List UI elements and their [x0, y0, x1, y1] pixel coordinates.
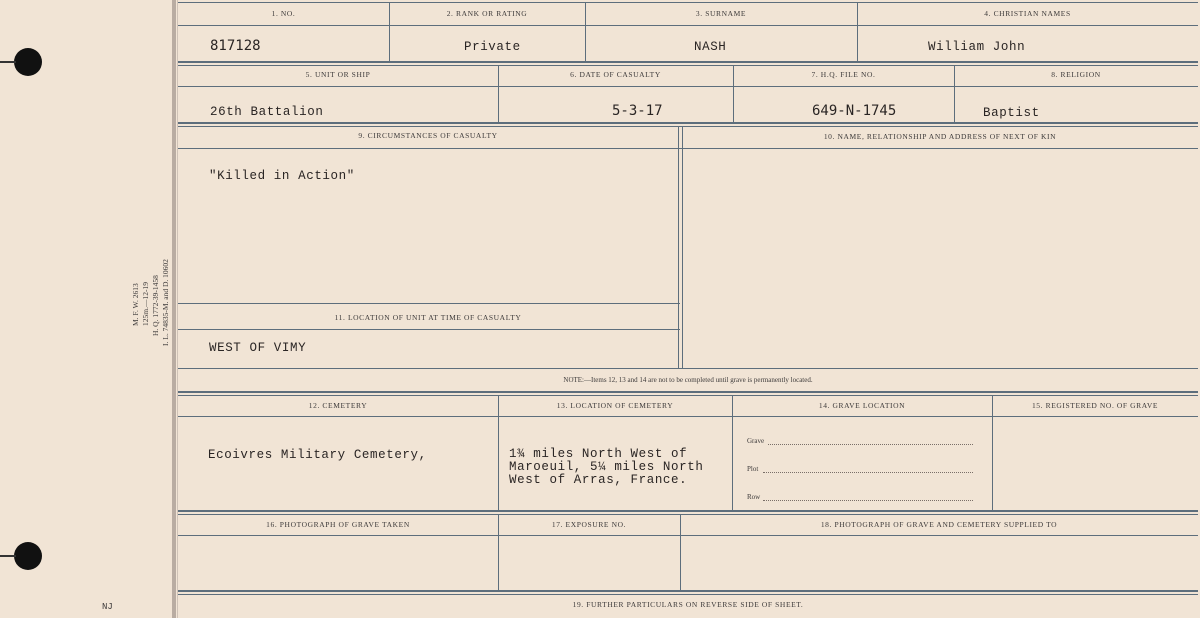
footer-further-particulars: 19. FURTHER PARTICULARS ON REVERSE SIDE OF SHEET. — [572, 600, 804, 609]
value-date: 5-3-17 — [612, 103, 663, 119]
rule — [178, 391, 1198, 393]
rule — [992, 395, 993, 510]
rule — [678, 126, 679, 368]
rule — [178, 514, 1198, 515]
punch-tick-top — [0, 61, 16, 63]
rule — [178, 368, 1198, 369]
rule — [178, 122, 1198, 124]
rule — [178, 303, 680, 304]
punch-hole-top — [14, 48, 42, 76]
header-location-of-cemetery: 13. LOCATION OF CEMETERY — [556, 401, 674, 410]
punch-hole-bottom — [14, 542, 42, 570]
header-circumstances: 9. CIRCUMSTANCES OF CASUALTY — [358, 131, 498, 140]
value-location-cemetery-line-2: Maroeuil, 5¼ miles North — [509, 460, 704, 474]
grave-field-line — [768, 444, 973, 445]
rule — [178, 86, 1198, 87]
header-next-of-kin: 10. NAME, RELATIONSHIP AND ADDRESS OF NEXT OF KIN — [823, 132, 1057, 141]
corner-mark: NJ — [102, 602, 113, 612]
rule — [178, 65, 1198, 66]
rule — [178, 590, 1198, 592]
rule — [178, 594, 1198, 595]
rule — [178, 126, 1198, 127]
header-hq-file: 7. H.Q. FILE NO. — [811, 70, 876, 79]
value-christian-names: William John — [928, 40, 1026, 54]
header-surname: 3. SURNAME — [695, 9, 747, 18]
header-rank: 2. RANK OR RATING — [446, 9, 528, 18]
punch-tick-bottom — [0, 555, 16, 557]
card-left-edge — [172, 0, 176, 618]
rule — [682, 126, 683, 368]
rule — [178, 510, 1198, 512]
rule — [178, 395, 1198, 396]
rule — [732, 395, 733, 510]
value-circumstances: "Killed in Action" — [209, 169, 355, 183]
side-print-4: I. L. 74835-M. and D. 10602 — [161, 259, 170, 346]
side-print-2: 125m.—12-19 — [141, 282, 150, 326]
value-unit: 26th Battalion — [210, 105, 324, 119]
header-photograph-supplied: 18. PHOTOGRAPH OF GRAVE AND CEMETERY SUPPLIED TO — [820, 520, 1058, 529]
rule — [178, 61, 1198, 63]
rule — [178, 2, 1198, 3]
header-grave-location: 14. GRAVE LOCATION — [818, 401, 906, 410]
rule — [178, 329, 680, 330]
rule — [178, 25, 1198, 26]
rule — [178, 535, 1198, 536]
rule — [178, 148, 1198, 149]
row-field-line — [763, 500, 973, 501]
header-location-of-unit: 11. LOCATION OF UNIT AT TIME OF CASUALTY — [334, 313, 522, 322]
header-unit: 5. UNIT OR SHIP — [305, 70, 371, 79]
value-location-cemetery-line-3: West of Arras, France. — [509, 473, 688, 487]
rule — [498, 395, 499, 510]
value-location-cemetery-line-1: 1¾ miles North West of — [509, 447, 688, 461]
value-hq-file: 649-N-1745 — [812, 103, 897, 119]
side-print-1: M. F. W. 2613 — [131, 283, 140, 326]
grave-field-label: Grave — [747, 437, 765, 445]
note-text: NOTE:—Items 12, 13 and 14 are not to be completed until grave is permanently located. — [563, 376, 813, 384]
value-rank: Private — [464, 40, 521, 54]
plot-field-line — [763, 472, 973, 473]
header-date: 6. DATE OF CASUALTY — [570, 70, 661, 79]
value-location-of-unit: WEST OF VIMY — [209, 341, 307, 355]
header-christian-names: 4. CHRISTIAN NAMES — [984, 9, 1071, 18]
header-no: 1. NO. — [271, 9, 296, 18]
rule — [178, 416, 1198, 417]
header-exposure-no: 17. EXPOSURE NO. — [551, 520, 627, 529]
value-number: 817128 — [210, 38, 261, 54]
plot-field-label: Plot — [747, 465, 759, 473]
value-cemetery: Ecoivres Military Cemetery, — [208, 448, 427, 462]
row-field-label: Row — [747, 493, 761, 501]
header-cemetery: 12. CEMETERY — [308, 401, 368, 410]
side-print-3: H. Q. 1772-39-1458 — [151, 275, 160, 336]
header-religion: 8. RELIGION — [1051, 70, 1101, 79]
value-religion: Baptist — [983, 106, 1040, 120]
value-surname: NASH — [694, 40, 727, 54]
header-photograph-taken: 16. PHOTOGRAPH OF GRAVE TAKEN — [266, 520, 410, 529]
header-registered-no: 15. REGISTERED NO. OF GRAVE — [1031, 401, 1159, 410]
